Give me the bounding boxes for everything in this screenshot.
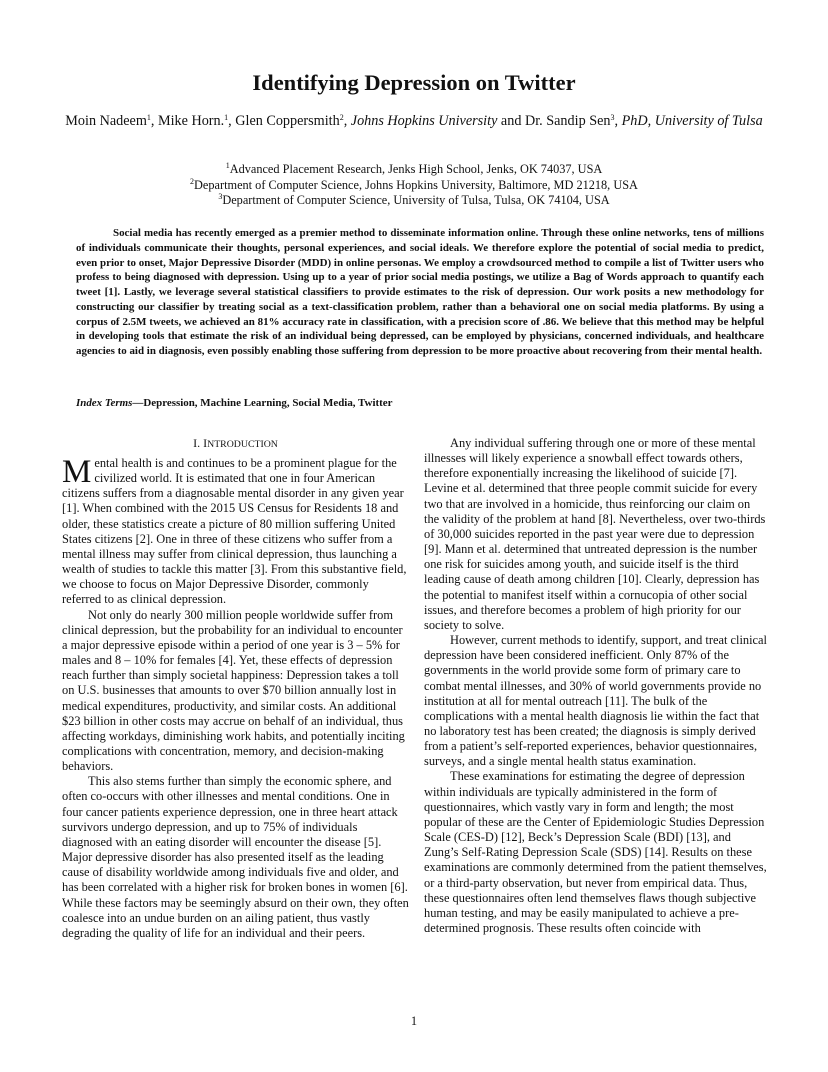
paper-title: Identifying Depression on Twitter: [252, 70, 576, 95]
affiliation-marker: 1: [225, 161, 230, 170]
author-name: Moin Nadeem: [65, 113, 147, 129]
right-column: [424, 436, 767, 936]
affiliation-list: [0, 162, 828, 209]
author-organization: Johns Hopkins University: [350, 113, 498, 129]
page-number: 1: [410, 1014, 418, 1028]
author-organization: PhD, University of Tulsa: [621, 113, 763, 129]
body-paragraph: This also stems further than simply the economic sphere, and often co-occurs with other illnesses and mental conditions. One in four cancer patients experience depression, one in three heart attack survivors undergo depression, and up to 75% of individuals diagnosed with an eating disorder will encounter the disease [5]. Major depressive disorder has also presented itself as the leading cause of disability worldwide among individuals five and older, and has been correlated with a higher risk for broken bones in women [6]. While these factors may be seemingly absurd on their own, they often coalesce into an undue burden on an ailing patient, thus vastly degrading the quality of life for an individual and their peers.: [62, 774, 409, 940]
drop-cap: M: [62, 454, 92, 490]
affiliation-marker: 1: [224, 113, 229, 122]
affiliation-line: [0, 193, 828, 209]
body-paragraph: [62, 456, 409, 608]
body-paragraph: Any individual suffering through one or more of these mental illnesses will likely experience a snowball effect towards others, therefore exponentially increasing the likelihood of suicide [7]. Levine et al. determined that three people commit suicide for every two that are involved in a homicide, thus reinforcing our claim on the validity of the problem at hand [8]. Nevertheless, over two-thirds of 30,000 suicides reported in the past year were due to depression [9]. Mann et al. determined that untreated depression is the number one risk for suicides among youth, and suicide itself is the third leading cause of death among children [10]. Clearly, depression has the potential to manifest itself within a cornucopia of other social issues, and therefore becomes a problem of high priority for our society to solve.: [424, 436, 766, 632]
author-conjunction: and: [500, 113, 522, 129]
affiliation-line: [0, 162, 828, 178]
body-paragraph: However, current methods to identify, support, and treat clinical depression have been considered inefficient. Only 87% of the governments in the world provide some form of primary care to combat mental illnesses, and 30% of world governments provide no institution at all for mental outreach [11]. The bulk of the complications with a mental health diagnosis lie within the fact that no laboratory test has been created; the diagnosis is simply derived from a patient’s self-reported experiences, behavior questionnaires, surveys, and a single mental health status examination.: [424, 633, 767, 769]
index-terms-label: Index Terms: [76, 397, 133, 409]
affiliation-marker: 2: [190, 176, 195, 186]
affiliation-line: [0, 178, 828, 194]
index-terms: [76, 397, 764, 409]
index-terms-text: —Depression, Machine Learning, Social Media, Twitter: [132, 397, 393, 409]
affiliation-marker: 3: [610, 113, 615, 122]
paragraph-text: ental health is and continues to be a prominent plague for the civilized world. It is estimated that one in four American citizens suffers from a diagnosable mental disorder in any given year [1]. When combined with the 2015 US Census for Residents 18 and older, these statistics create a picture of 80 million suffering United States citizens [2]. One in three of these citizens who suffer from a mental illness may suffer from clinical depression, thus launching a wealth of studies to tackle this matter [3]. From this substantive field, we choose to focus on Major Depressive Disorder, commonly referred to as clinical depression.: [62, 456, 407, 607]
affiliation-text: Department of Computer Science, Johns Hopkins University, Baltimore, MD 21218, USA: [194, 177, 638, 192]
author-list: Moin Nadeem$^1$, Mike Horn.$^1$, Glen Coppersmith$^2$, Johns Hopkins University and Dr. Sandip Sen$^3$, PhD, University of Tulsa: [65, 113, 763, 129]
affiliation-text: Advanced Placement Research, Jenks High School, Jenks, OK 74037, USA: [229, 162, 603, 176]
section-initial: I: [203, 436, 208, 450]
affiliation-marker: 1: [146, 113, 151, 122]
body-paragraph: These examinations for estimating the degree of depression within individuals are typically administered in the form of questionnaires, which vastly vary in form and length; the most popular of these are the Center of Epidemiologic Studies Depression Scale (CES-D) [12], Beck’s Depression Scale (BDI) [13], and Zung’s Self-Rating Depression Scale (SDS) [14]. Results on these examinations are commonly determined from the patient themselves, or a third-party observation, but never from empirical data. Thus, these questionnaires often lend themselves flaws though subjective human testing, and may be easily manipulated to achieve a pre-determined prognosis. These results often coincide with: [424, 769, 767, 935]
section-numeral: I.: [193, 436, 201, 450]
left-column: [62, 436, 409, 941]
affiliation-marker: 3: [218, 192, 223, 201]
author-name: Dr. Sandip Sen: [524, 113, 611, 129]
abstract: Social media has recently emerged as a premier method to disseminate information online. Through these online networks, tens of millions of individuals communicate their thoughts, personal experiences, and social ideals. We therefore explore the potential of social media to predict, even prior to onset, Major Depressive Disorder (MDD) in online personas. We employ a crowdsourced method to compile a list of Twitter users who profess to being diagnosed with depression. Using up to a year of prior social media postings, we utilize a Bag of Words approach to quantify each tweet [1]. Lastly, we leverage several statistical classifiers to provide estimates to the risk of depression. Our work posits a new methodology for constructing our classifier by treating social as a text-classification problem, rather than a behavioral one on social media platforms. By using a corpus of 2.5M tweets, we achieved an 81% accuracy rate in classification, with a precision score of .86. We believe that this method may be helpful in developing tools that estimate the risk of an individual being depressed, can be employed by physicians, concerned individuals, and healthcare agencies to aid in diagnosis, even possibly enabling those suffering from depression to be more proactive about recovering from their mental health.: [76, 227, 764, 357]
affiliation-text: Department of Computer Science, University of Tulsa, Tulsa, OK 74104, USA: [222, 193, 610, 207]
author-name: Mike Horn.: [157, 113, 225, 129]
author-name: Glen Coppersmith: [235, 113, 340, 129]
body-paragraph: Not only do nearly 300 million people worldwide suffer from clinical depression, but the probability for an individual to encounter a major depressive episode within a period of one year is 3 – 5% for males and 8 – 10% for females [4]. Yet, these effects of depression reach further than simply societal happiness: Depression takes a toll on U.S. businesses that amounts to over $70 billion annually lost in medical expenditures, productivity, and similar costs. An additional $23 billion in other costs may accrue on behalf of an individual, thus affecting workdays, diminishing work habits, and potentially inciting complications with concentration, memory, and decision-making behaviors.: [62, 607, 405, 774]
section-title-rest: NTRODUCTION: [207, 439, 278, 450]
affiliation-marker: 2: [339, 113, 344, 122]
section-heading: [62, 436, 409, 452]
